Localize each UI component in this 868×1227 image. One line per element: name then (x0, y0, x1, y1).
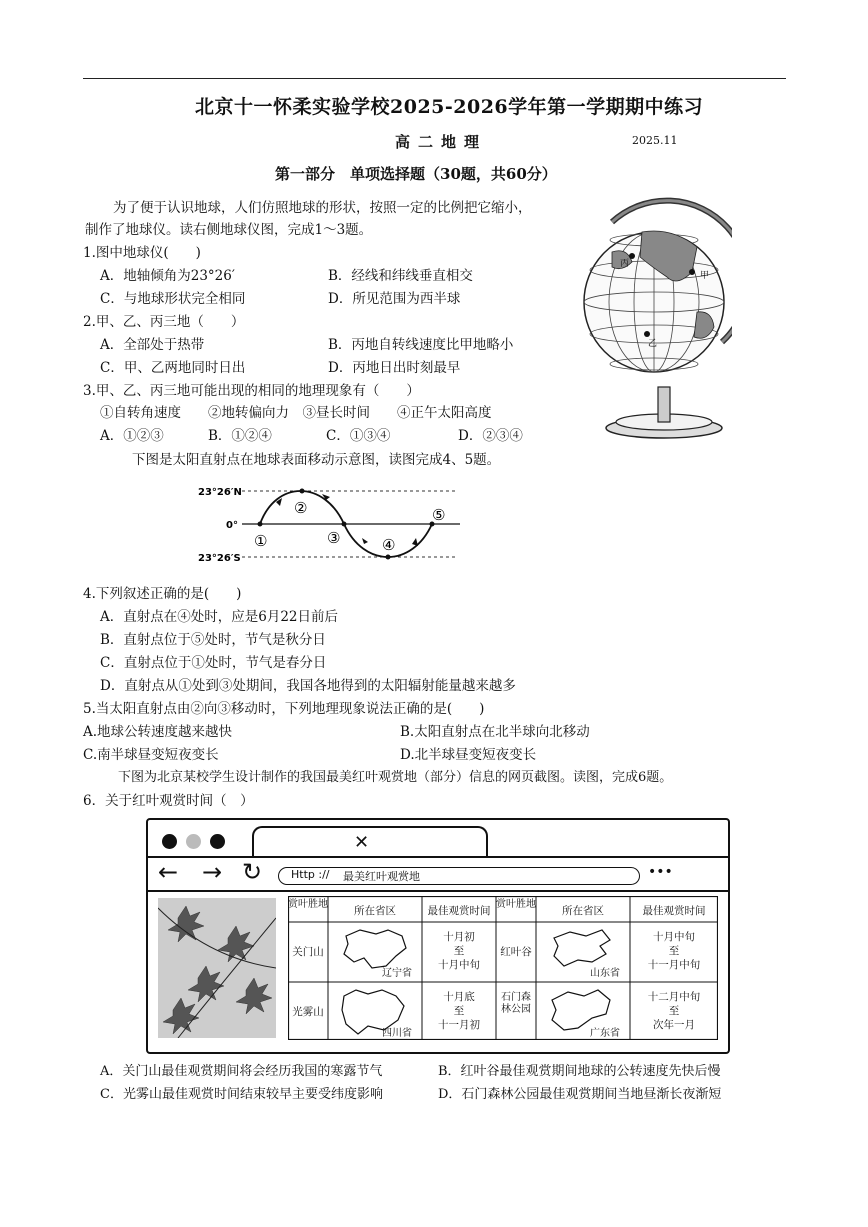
globe-label-jia: 甲 (700, 271, 710, 281)
point-1: ① (254, 532, 268, 550)
maple-leaf-photo (158, 898, 276, 1038)
q2-option-a[interactable]: A．全部处于热带 (100, 337, 205, 353)
header-province-2: 所在省区 (562, 905, 604, 917)
point-5: ⑤ (432, 506, 446, 524)
page-title: 北京十一怀柔实验学校2025-2026学年第一学期期中练习 (195, 96, 704, 118)
q5-option-c[interactable]: C.南半球昼变短夜变长 (83, 747, 219, 763)
row2-time2: 十二月中旬 至 次年一月 (647, 991, 701, 1031)
header-site-2: 赏叶胜地 (496, 899, 536, 910)
shandong-map-icon (554, 930, 610, 966)
q1-option-c[interactable]: C．与地球形状完全相同 (100, 291, 246, 307)
point-4: ④ (382, 536, 396, 554)
address-prefix: Http :// (291, 868, 330, 881)
row1-province2: 山东省 (590, 968, 620, 979)
globe-label-bing: 丙 (620, 259, 630, 269)
q6-option-a[interactable]: A．关门山最佳观赏期间将会经历我国的寒露节气 (100, 1064, 383, 1079)
liaoning-map-icon (344, 930, 406, 968)
row1-time1: 十月初 至 十月中旬 (438, 931, 480, 971)
row2-province2: 广东省 (590, 1028, 620, 1039)
question-4-stem: 4.下列叙述正确的是( ) (83, 586, 242, 602)
q3-option-d[interactable]: D．②③④ (458, 428, 523, 444)
tab-close-icon[interactable]: ✕ (354, 832, 370, 853)
window-dot-minimize[interactable] (186, 834, 201, 849)
forward-arrow-icon[interactable]: → (202, 858, 223, 886)
address-bar[interactable] (278, 867, 640, 885)
globe-figure (582, 192, 732, 440)
row2-site1: 光雾山 (292, 1006, 324, 1018)
row1-province1: 辽宁省 (382, 968, 412, 979)
intro-text-1a: 为了便于认识地球，人们仿照地球的形状，按照一定的比例把它缩小， (113, 200, 532, 216)
browser-window (146, 818, 730, 1054)
row1-site2: 红叶谷 (500, 946, 532, 958)
intro-text-2: 下图是太阳直射点在地球表面移动示意图，读图完成4、5题。 (132, 452, 501, 468)
sun-direct-point-diagram (196, 480, 462, 568)
q3-option-c[interactable]: C．①③④ (326, 428, 391, 444)
header-time-2: 最佳观赏时间 (642, 905, 706, 917)
address-text: 最美红叶观赏地 (343, 870, 420, 883)
header-time-1: 最佳观赏时间 (427, 905, 491, 917)
back-arrow-icon[interactable]: ← (158, 858, 179, 886)
reload-icon[interactable]: ↻ (242, 858, 263, 886)
toolbar-divider (148, 890, 728, 892)
globe-label-yi: 乙 (648, 339, 658, 349)
question-2-stem: 2.甲、乙、丙三地（ ） (83, 314, 245, 330)
q1-option-a[interactable]: A．地轴倾角为23°26′ (100, 268, 235, 284)
q4-option-d[interactable]: D．直射点从①处到③处期间，我国各地得到的太阳辐射能量越来越多 (100, 678, 516, 694)
q1-option-d[interactable]: D．所见范围为西半球 (328, 291, 461, 307)
q5-option-d[interactable]: D.北半球昼变短夜变长 (400, 747, 537, 763)
intro-text-1b: 制作了地球仪。读右侧地球仪图，完成1～3题。 (85, 222, 373, 238)
row1-site1: 关门山 (292, 946, 324, 958)
question-3-stem: 3.甲、乙、丙三地可能出现的相同的地理现象有（ ） (83, 383, 420, 399)
label-equator: 0° (226, 520, 238, 531)
red-leaf-table (288, 896, 718, 1040)
q3-option-b[interactable]: B．①②④ (208, 428, 272, 444)
q4-option-a[interactable]: A．直射点在④处时，应是6月22日前后 (100, 609, 339, 625)
q6-option-c[interactable]: C．光雾山最佳观赏时间结束较早主要受纬度影响 (100, 1087, 383, 1102)
question-5-stem: 5.当太阳直射点由②向③移动时，下列地理现象说法正确的是( ) (83, 701, 485, 717)
top-rule (83, 78, 786, 79)
header-site-1: 赏叶胜地 (288, 899, 328, 910)
q2-option-d[interactable]: D．丙地日出时刻最早 (328, 360, 461, 376)
question-1-stem: 1.图中地球仪( ) (83, 245, 201, 261)
point-2: ② (294, 499, 308, 517)
window-dot-maximize[interactable] (210, 834, 225, 849)
more-menu-icon[interactable]: ••• (648, 864, 673, 880)
header-province-1: 所在省区 (354, 905, 396, 917)
row1-time2: 十月中旬 至 十一月中旬 (647, 931, 701, 971)
q3-option-a[interactable]: A．①②③ (100, 428, 164, 444)
q4-option-c[interactable]: C．直射点位于①处时，节气是春分日 (100, 655, 327, 671)
q1-option-b[interactable]: B．经线和纬线垂直相交 (328, 268, 473, 284)
subject-label: 高二地理 (395, 133, 488, 151)
row2-site2: 石门森林公园 (501, 992, 531, 1015)
row2-province1: 四川省 (382, 1028, 412, 1039)
browser-tab[interactable] (252, 826, 488, 858)
window-dot-close[interactable] (162, 834, 177, 849)
tab-bar-divider (148, 856, 728, 858)
q2-option-b[interactable]: B．丙地自转线速度比甲地略小 (328, 337, 514, 353)
q2-option-c[interactable]: C．甲、乙两地同时日出 (100, 360, 246, 376)
label-tropic-south: 23°26′S (198, 553, 241, 564)
q6-option-d[interactable]: D．石门森林公园最佳观赏期间当地昼渐长夜渐短 (438, 1087, 722, 1102)
exam-date: 2025.11 (632, 134, 678, 147)
intro-text-3: 下图为北京某校学生设计制作的我国最美红叶观赏地（部分）信息的网页截图。读图，完成6题。 (118, 770, 673, 785)
part-heading: 第一部分 单项选择题（30题，共60分） (275, 165, 557, 183)
q6-option-b[interactable]: B．红叶谷最佳观赏期间地球的公转速度先快后慢 (438, 1064, 721, 1079)
q4-option-b[interactable]: B．直射点位于⑤处时，节气是秋分日 (100, 632, 326, 648)
q3-items: ①自转角速度 ②地转偏向力 ③昼长时间 ④正午太阳高度 (100, 405, 492, 421)
q5-option-b[interactable]: B.太阳直射点在北半球向北移动 (400, 724, 590, 740)
row2-time1: 十月底 至 十一月初 (438, 991, 480, 1031)
label-tropic-north: 23°26′N (198, 487, 242, 498)
question-6-stem: 6．关于红叶观赏时间（ ） (83, 793, 254, 809)
q5-option-a[interactable]: A.地球公转速度越来越快 (83, 724, 233, 740)
point-3: ③ (327, 529, 341, 547)
